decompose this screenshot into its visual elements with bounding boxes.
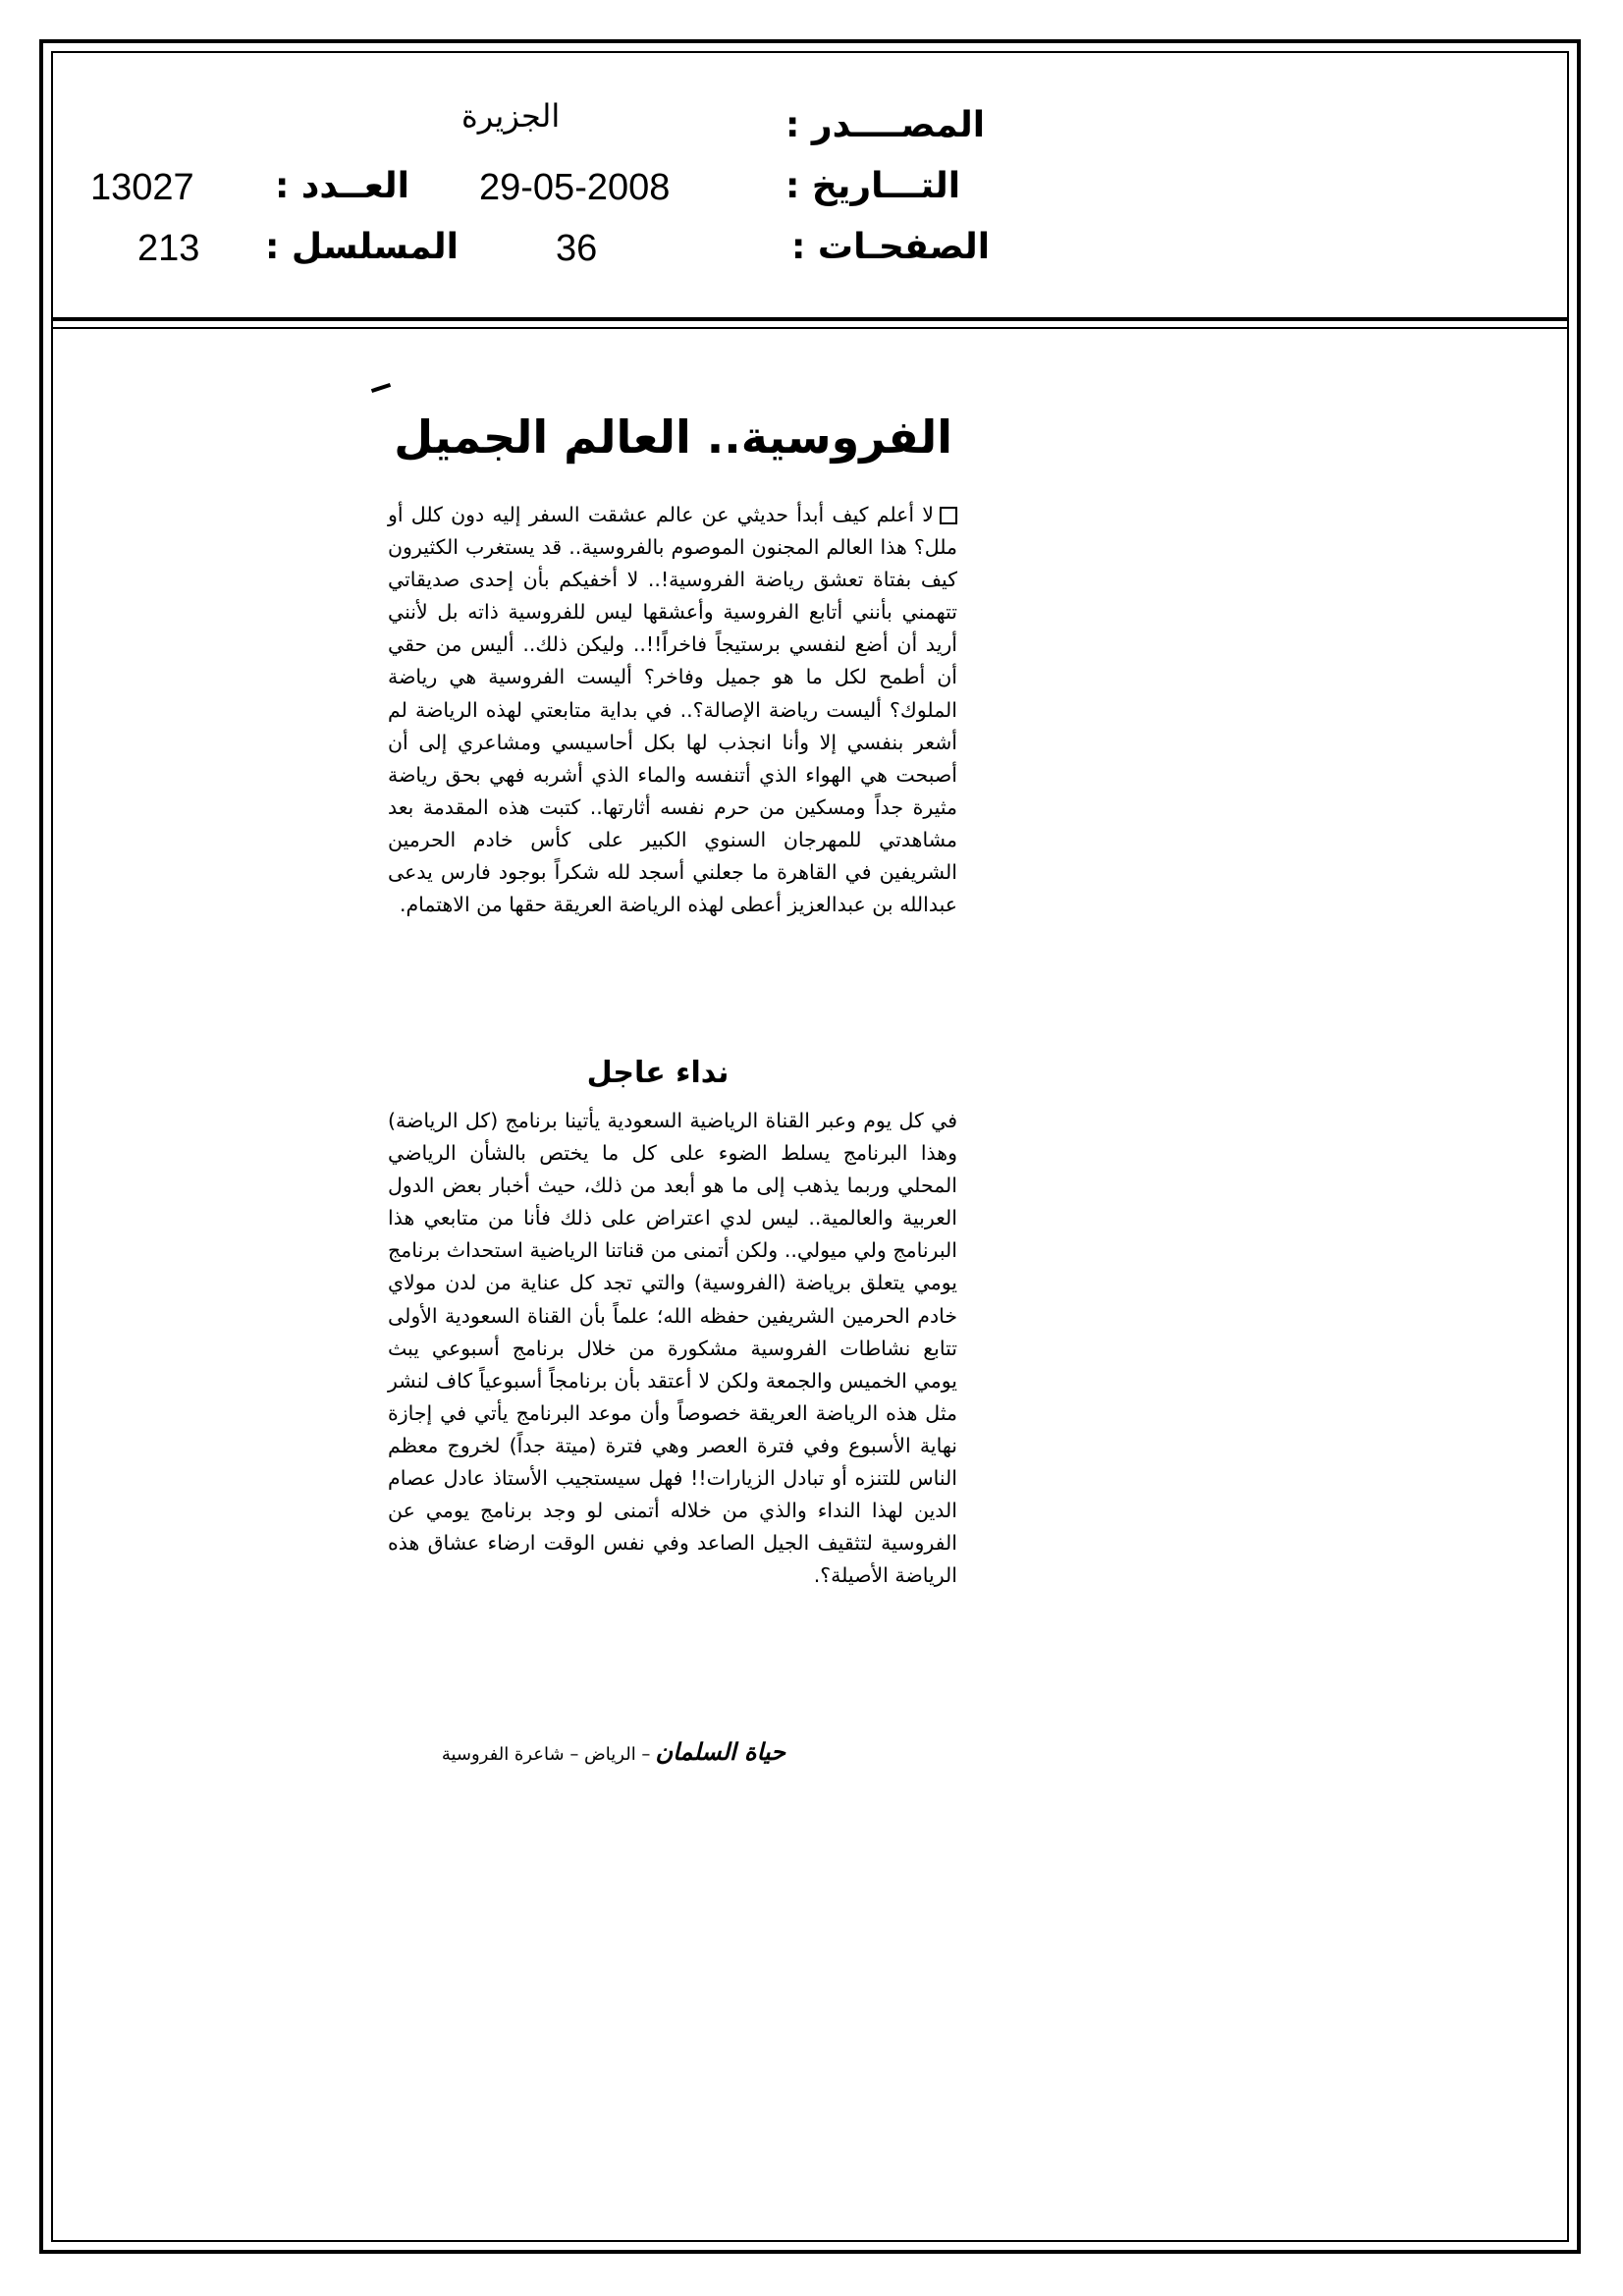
- issue-value: 13027: [90, 167, 194, 208]
- author-info: – الرياض – شاعرة الفروسية: [441, 1744, 651, 1765]
- header-separator-thin: [51, 327, 1569, 329]
- serial-label: المسلسل :: [265, 227, 460, 267]
- pages-value: 36: [556, 228, 598, 269]
- date-label: التـــاريخ :: [785, 166, 961, 206]
- author-name: حياة السلمان: [655, 1738, 785, 1766]
- issue-label: العــدد :: [275, 166, 409, 206]
- article-paragraph-1: [388, 499, 957, 921]
- serial-value: 213: [137, 228, 200, 269]
- article-paragraph-2: في كل يوم وعبر القناة الرياضية السعودية يأتينا برنامج (كل الرياضة) وهذا البرنامج يسلط الضوء على كل ما يختص بالشأن الرياضي المحلي وربما يذهب إلى ما هو أبعد من ذلك، حيث أخبار بعض الدول العربية والعالمية.. ليس لدي اعتراض على ذلك فأنا من متابعي هذا البرنامج ولي ميولي.. ولكن أتمنى من قناتنا الرياضية استحداث برنامج يومي يتعلق برياضة (الفروسية) والتي تجد كل عناية من لدن مولاي خادم الحرمين الشريفين حفظه الله؛ علماً بأن القناة السعودية الأولى تتابع نشاطات الفروسية مشكورة من خلال برنامج أسبوعي يبث يومي الخميس والجمعة ولكن لا أعتقد بأن برنامجاً أسبوعياً كاف لنشر مثل هذه الرياضة العريقة خصوصاً وأن موعد البرنامج يأتي في إجازة نهاية الأسبوع وفي فترة العصر وهي فترة (ميتة جداً) لخروج معظم الناس للتنزه أو تبادل الزيارات!! فهل سيستجيب الأستاذ عادل عصام الدين لهذا النداء والذي من خلاله أتمنى لو وجد برنامج يومي عن الفروسية لتثقيف الجيل الصاعد وفي نفس الوقت ارضاء عشاق هذه الرياضة الأصيلة؟.: [388, 1109, 957, 1588]
- paragraph-1-text: لا أعلم كيف أبدأ حديثي عن عالم عشقت السفر إليه دون كلل أو ملل؟ هذا العالم المجنون الموصوم بالفروسية.. قد يستغرب الكثيرون كيف بفتاة تعشق رياضة الفروسية!.. لا أخفيكم بأن إحدى صديقاتي تتهمني بأنني أتابع الفروسية وأعشقها ليس للفروسية ذاته بل لأنني أريد أن أضع لنفسي برستيجاً فاخراً!!.. وليكن ذلك.. أليس من حقي أن أطمح لكل ما هو جميل وفاخر؟ أليست الفروسية هي رياضة الملوك؟ أليست رياضة الإصالة؟.. في بداية متابعتي لهذه الرياضة لم أشعر بنفسي إلا وأنا انجذب لها بكل أحاسيسي ومشاعري إلى أن أصبحت هي الهواء الذي أتنفسه والماء الذي أشربه فهي بحق رياضة مثيرة جداً ومسكين من حرم نفسه أثارتها.. كتبت هذه المقدمة بعد مشاهدتي للمهرجان السنوي الكبير على كأس خادم الحرمين الشريفين في القاهرة ما جعلني أسجد لله شكراً بوجود فارس يدعى عبدالله بن عبدالعزيز أعطى لهذه الرياضة العريقة حقها من الاهتمام.: [388, 503, 957, 917]
- header-separator-thick: [51, 317, 1569, 321]
- source-value: الجزيرة: [461, 97, 561, 135]
- source-label: المصــــدر :: [785, 105, 986, 145]
- pages-label: الصفحـات :: [791, 227, 991, 267]
- article-subheading: نداء عاجل: [586, 1056, 730, 1090]
- article-signature: [393, 1738, 785, 1766]
- article-title: الفروسية.. العالم الجميل: [394, 410, 952, 464]
- square-bullet-icon: [940, 507, 957, 524]
- date-value: 29-05-2008: [479, 167, 671, 208]
